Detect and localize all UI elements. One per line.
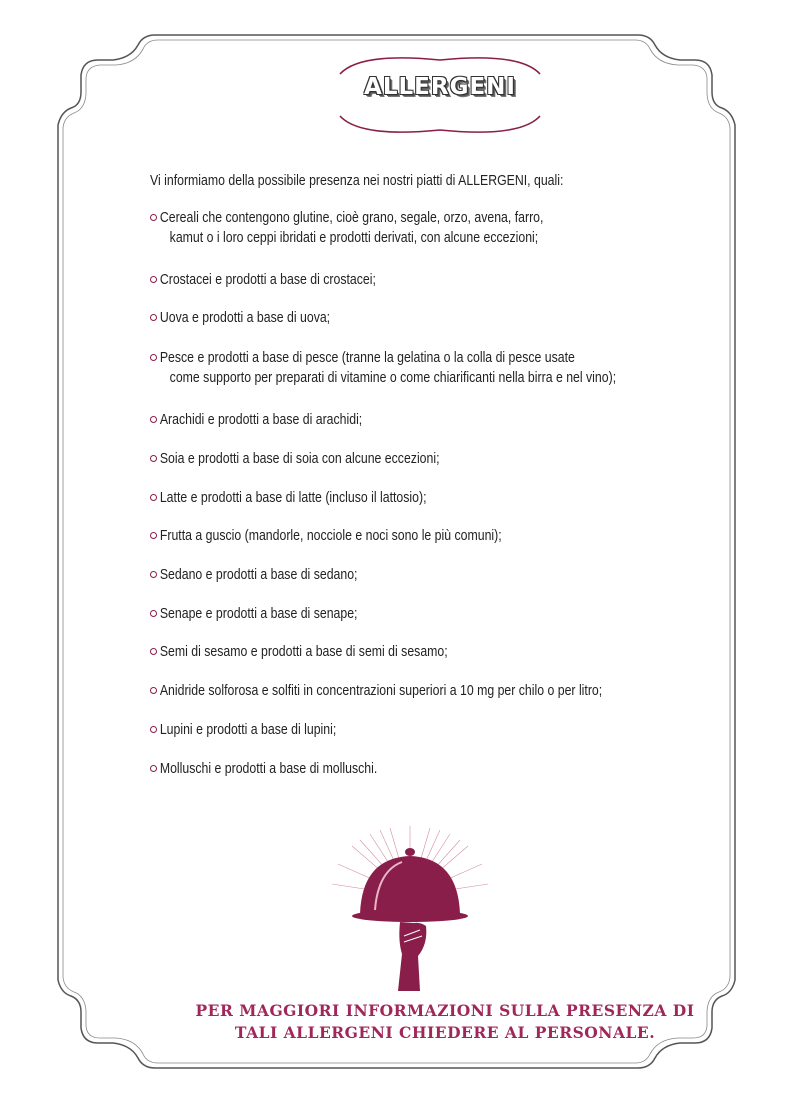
allergen-item-text: Arachidi e prodotti a base di arachidi; — [159, 411, 363, 428]
allergen-item-text: Senape e prodotti a base di senape; — [159, 605, 358, 622]
allergen-item — [150, 759, 427, 779]
allergen-item — [150, 565, 403, 585]
allergen-item-text: Sedano e prodotti a base di sedano; — [159, 566, 358, 583]
allergen-item-text: Cereali che contengono glutine, cioè grano, segale, orzo, avena, farro, — [159, 209, 544, 226]
footer-line-2: TALI ALLERGENI CHIEDERE AL PERSONALE. — [234, 1023, 656, 1042]
allergen-item — [150, 270, 425, 290]
allergen-item — [150, 604, 403, 624]
allergen-item — [150, 720, 377, 740]
footer-line-1: PER MAGGIORI INFORMAZIONI SULLA PRESENZA DI — [195, 1001, 695, 1020]
allergen-item — [150, 488, 487, 508]
allergen-item — [150, 681, 701, 701]
intro-text: Vi informiamo della possibile presenza nei nostri piatti di ALLERGENI, quali: — [150, 172, 564, 189]
allergen-item-text: Soia e prodotti a base di soia con alcune eccezioni; — [159, 450, 440, 467]
footer-notice — [130, 1000, 760, 1044]
allergen-item — [150, 410, 409, 430]
allergen-item — [150, 449, 503, 469]
allergen-item — [150, 348, 718, 388]
allergen-item-text: Crostacei e prodotti a base di crostacei; — [159, 271, 376, 288]
allergen-content — [150, 172, 710, 777]
allergen-item — [150, 308, 370, 328]
page-title: ALLERGENI — [364, 74, 516, 100]
allergen-item-text: Frutta a guscio (mandorle, nocciole e noci sono le più comuni); — [159, 527, 502, 544]
allergen-item-text: Pesce e prodotti a base di pesce (tranne la gelatina o la colla di pesce usate — [159, 349, 575, 366]
allergen-item-text: Anidride solforosa e solfiti in concentrazioni superiori a 10 mg per chilo o per litro; — [159, 682, 603, 699]
allergen-item-text: Uova e prodotti a base di uova; — [159, 309, 331, 326]
allergen-item-text: Lupini e prodotti a base di lupini; — [159, 721, 337, 738]
title-banner — [330, 52, 550, 132]
allergen-item — [150, 208, 630, 248]
allergen-item-text: Latte e prodotti a base di latte (incluso il lattosio); — [159, 489, 427, 506]
allergen-item — [150, 526, 579, 546]
allergen-item-text: kamut o i loro ceppi ibridati e prodotti derivati, con alcune eccezioni; — [169, 229, 539, 246]
allergen-item-text: Molluschi e prodotti a base di molluschi. — [159, 760, 378, 777]
allergen-item — [150, 642, 513, 662]
allergen-item-text: Semi di sesamo e prodotti a base di semi di sesamo; — [159, 643, 448, 660]
waiter-cloche-illustration — [330, 826, 490, 996]
allergen-item-text: come supporto per preparati di vitamine o come chiarificanti nella birra e nel vino); — [169, 369, 617, 386]
